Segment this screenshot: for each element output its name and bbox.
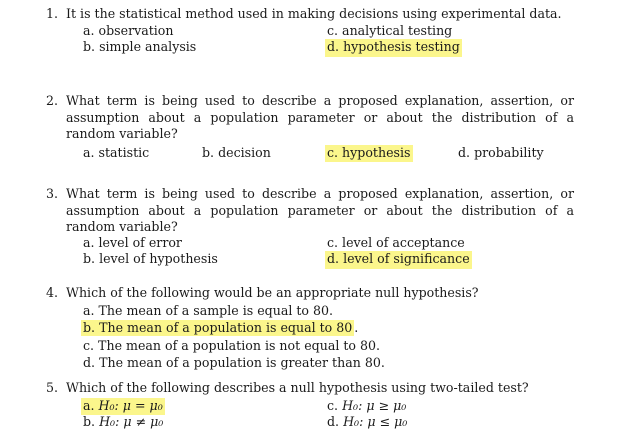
option-c[interactable]: c. The mean of a population is not equal to 80.: [83, 337, 381, 353]
option-letter: c.: [327, 397, 343, 413]
question-2: [18, 93, 574, 161]
options-row: [18, 355, 574, 372]
option-formula: H₀: μ ≤ μ₀: [343, 414, 408, 429]
option-a[interactable]: a. The mean of a sample is equal to 80.: [83, 302, 334, 318]
option-b[interactable]: [83, 414, 163, 431]
option-formula: H₀: μ = μ₀: [98, 397, 163, 413]
option-b-period: .: [354, 320, 359, 335]
question-number: 4.: [46, 285, 59, 300]
option-d[interactable]: d. The mean of a population is greater than 80.: [83, 355, 385, 370]
option-formula: H₀: μ ≠ μ₀: [99, 414, 164, 429]
option-formula: H₀: μ ≥ μ₀: [342, 397, 407, 413]
options-row: [18, 398, 574, 415]
option-d-highlighted[interactable]: d. hypothesis testing: [325, 39, 462, 57]
option-c[interactable]: [327, 398, 406, 415]
option-c-highlighted[interactable]: c. hypothesis: [325, 145, 413, 163]
option-letter: a.: [83, 397, 99, 413]
question-number: 2.: [46, 93, 59, 108]
option-d-highlighted[interactable]: d. level of significance: [325, 251, 472, 269]
question-1-text: [18, 6, 574, 23]
options-row: [18, 23, 574, 40]
option-b[interactable]: b. level of hypothesis: [83, 251, 218, 266]
option-b[interactable]: [81, 320, 358, 337]
options-row: [18, 251, 574, 268]
question-5-text: [18, 380, 574, 397]
option-b[interactable]: b. simple analysis: [83, 39, 197, 54]
question-4: [18, 285, 574, 372]
options-row: [18, 414, 574, 431]
question-3: [18, 186, 574, 268]
option-c[interactable]: c. analytical testing: [327, 22, 453, 38]
option-a[interactable]: a. level of error: [83, 234, 182, 250]
options-row: [18, 338, 574, 355]
option-d[interactable]: [327, 414, 407, 431]
question-stem: What term is being used to describe a proposed explanation, assertion, or assumption about a population parameter or about the distribution of a random variable?: [66, 93, 574, 141]
option-d[interactable]: d. probability: [458, 144, 544, 160]
option-a[interactable]: a. statistic: [83, 144, 150, 160]
options-row: [18, 145, 574, 162]
question-stem: It is the statistical method used in making decisions using experimental data.: [66, 6, 562, 21]
option-letter: b.: [83, 414, 100, 429]
question-1: [18, 6, 574, 56]
question-stem: Which of the following describes a null hypothesis using two-tailed test?: [66, 380, 529, 395]
question-2-text: [18, 93, 574, 143]
option-b[interactable]: b. decision: [202, 144, 271, 160]
question-3-text: [18, 186, 574, 236]
question-number: 1.: [46, 6, 59, 21]
options-row: [18, 39, 574, 56]
option-b-highlighted: b. The mean of a population is equal to 80: [83, 320, 353, 335]
options-row: [18, 303, 574, 320]
options-row: [18, 320, 574, 337]
option-letter: d.: [327, 414, 344, 429]
question-4-text: [18, 285, 574, 302]
question-5: [18, 380, 574, 431]
options-row: [18, 235, 574, 252]
question-number: 3.: [46, 186, 59, 201]
option-a[interactable]: a. observation: [83, 22, 174, 38]
question-stem: What term is being used to describe a proposed explanation, assertion, or assumption about a population parameter or about the distribution of a random variable?: [66, 186, 574, 234]
option-a-highlighted[interactable]: [81, 398, 165, 416]
question-stem: Which of the following would be an appropriate null hypothesis?: [66, 285, 479, 300]
option-c[interactable]: c. level of acceptance: [327, 234, 465, 250]
question-number: 5.: [46, 380, 59, 395]
